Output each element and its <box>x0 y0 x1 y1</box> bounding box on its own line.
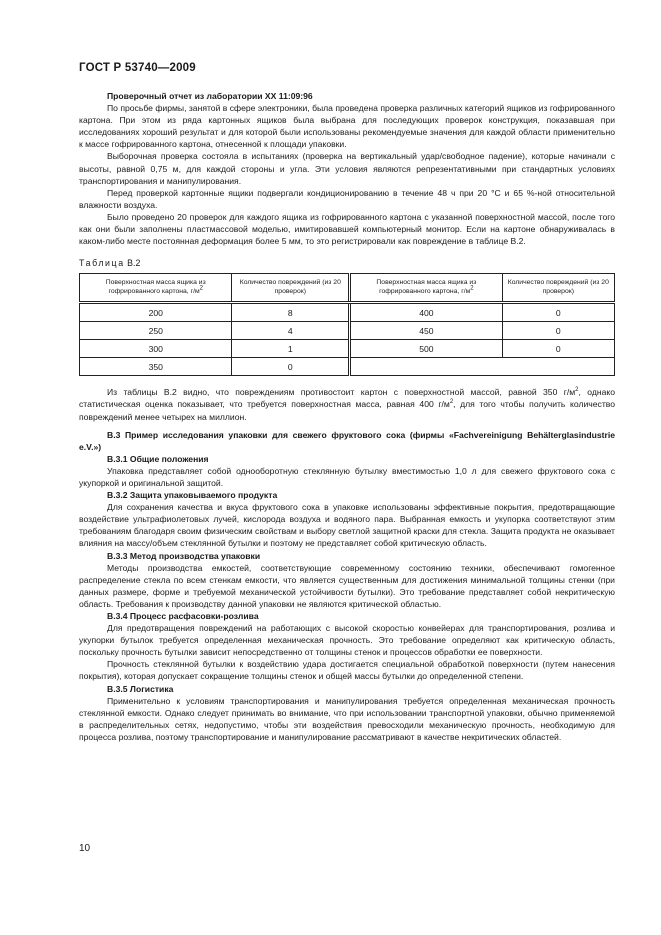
table-conclusion: Из таблицы В.2 видно, что повреждениям противостоит картон с поверхностной массой, равной 350 $г/м^2$, однако статистическая оценка показывает, что требуется поверхностная масса, равная 400 $г/м^2$, для того чтобы получить количество повреждений менее четырех на миллион. <box>79 387 616 422</box>
damage-table <box>79 273 615 376</box>
report-paragraph-2: Выборочная проверка состояла в испытаниях (проверка на вертикальный удар/свободное падение), которые начинали с высоты, равной 0,75 м, для каждой стороны и угла. Эти условия являются репрезентативными при стандартных условиях транспортирования и манипулирования. <box>79 151 615 186</box>
table-caption-id: В.2 <box>127 258 141 269</box>
cell-mass: 250 <box>80 322 232 340</box>
cell-mass: 450 <box>350 322 502 340</box>
section-b33-title: В.3.3 Метод производства упаковки <box>107 550 261 561</box>
header-damage-left: Количество повреждений (из 20 проверок) <box>232 274 350 303</box>
section-b35-text: Применительно к условиям транспортирования и манипулирования требуется определенная механическая прочность стеклянной емкости. Однако следует принимать во внимание, что при использовании транспортной упаковки, обычно применяемой в распределительных сетях, недопустимо, чтобы эти воздействия превосходили механическую прочность, необходимую для процесса розлива, поэтому транспортирование и манипулирование рассматривают в качестве некритических областей. <box>79 695 615 742</box>
cell-damage: 0 <box>502 322 614 340</box>
table-row <box>80 322 615 340</box>
page-content <box>79 90 615 743</box>
table-caption <box>79 257 615 269</box>
cell-damage: 4 <box>232 322 350 340</box>
table-header-row <box>80 274 615 303</box>
document-header: ГОСТ Р 53740—2009 <box>79 62 196 74</box>
cell-mass: 500 <box>350 340 502 358</box>
report-paragraph-3: Перед проверкой картонные ящики подвергали кондиционированию в течение 48 ч при 20 °С и 65 %-ной относительной влажности воздуха. <box>79 187 615 210</box>
cell-mass: 400 <box>350 303 502 322</box>
section-b31-title: В.3.1 Общие положения <box>107 453 209 464</box>
section-b34-paragraph-2: Прочность стеклянной бутылки к воздействию удара достигается специальной обработкой поверхности (путем нанесения покрытия), которая допускает сокращение толщины стенок и общей массы бутылки до определенной степени. <box>79 659 615 682</box>
header-damage-right: Количество повреждений (из 20 проверок) <box>502 274 614 303</box>
report-title: Проверочный отчет из лаборатории XX 11:09:96 <box>107 91 313 101</box>
header-mass-left: Поверхностная масса ящика из гофрированного картона, $г/м^2$ <box>80 274 232 303</box>
page-number: 10 <box>79 843 91 854</box>
section-b32-title: В.3.2 Защита упаковываемого продукта <box>107 490 278 501</box>
table-row <box>80 340 615 358</box>
cell-damage: 0 <box>502 340 614 358</box>
table-row <box>80 303 615 322</box>
cell-empty <box>350 358 615 376</box>
cell-damage: 0 <box>502 303 614 322</box>
cell-mass: 300 <box>80 340 232 358</box>
report-paragraph-1: По просьбе фирмы, занятой в сфере электроники, была проведена проверка различных категорий ящиков из гофрированного картона. При этом из ряда картонных ящиков была выбрана для последующих проверок конструкция, показавшая при исследованиях хороший результат и для которой были использованы рекомендуемые значения для каждой области применительно к массе гофрированного картона, отнесенной к площади упаковки. <box>79 103 615 150</box>
report-paragraph-4: Было проведено 20 проверок для каждого ящика из гофрированного картона с указанной поверхностной массой, после того как они были заполнены пластмассовой моделью, имитировавшей компьютерный монитор. Если на картоне обнаруживалась в каком-либо месте постоянная деформация более 5 мм, то это регистрировали как повреждение в таблице В.2. <box>79 211 615 247</box>
section-b3-title: В.3 Пример исследования упаковки для свежего фруктового сока (фирмы «Fachvereinigung Behälterglasindustrie e.V.») <box>79 429 615 452</box>
section-b34-paragraph-1: Для предотвращения повреждений на работающих с высокой скоростью конвейерах для транспортирования, розлива и укупорки бутылок требуется определенная механическая прочность. Это требование определяют как критическую область, поскольку прочность бутылки зависит непосредственно от толщины стенок и процессов обработки ее поверхности. <box>79 623 615 658</box>
section-b31-text: Упаковка представляет собой однооборотную стеклянную бутылку вместимостью 1,0 л для свежего фруктового сока с укупоркой и оригинальной защитой. <box>79 465 615 488</box>
cell-damage: 1 <box>232 340 350 358</box>
header-mass-right: Поверхностная масса ящика из гофрированного картона, $г/м^2$ <box>350 274 502 303</box>
table-caption-prefix: Таблица <box>79 258 125 269</box>
cell-mass: 350 <box>80 358 232 376</box>
cell-damage: 0 <box>232 358 350 376</box>
cell-mass: 200 <box>80 303 232 322</box>
section-b33-text: Методы производства емкостей, соответствующие современному состоянию техники, обеспечивают гомогенное распределение стекла по всем стенкам емкости, что является существенным для достижения минимальной толщины стенки (при данных размере, форме и требуемой механической устойчивости бутылки). Это требование представляет собой некритическую область. Требования к производству данной упаковки не являются критической областью. <box>79 562 615 609</box>
cell-damage: 8 <box>232 303 350 322</box>
section-b34-title: В.3.4 Процесс расфасовки-розлива <box>107 611 259 621</box>
table-row <box>80 358 615 376</box>
section-b32-text: Для сохранения качества и вкуса фруктового сока в упаковке использованы эффективные покрытия, предотвращающие воздействие ультрафиолетовых лучей, кислорода воздуха и водяного пара. Выбранная емкость и укупорка соответствуют этим требованиям благодаря своим физическим свойствам и выбору светлой защитной краски для стекла. Защита продукта не оказывает влияния на массу/объем стеклянной бутылки и поэтому не представляет собой критическую область. <box>79 502 615 549</box>
section-b35-title: В.3.5 Логистика <box>107 683 174 694</box>
